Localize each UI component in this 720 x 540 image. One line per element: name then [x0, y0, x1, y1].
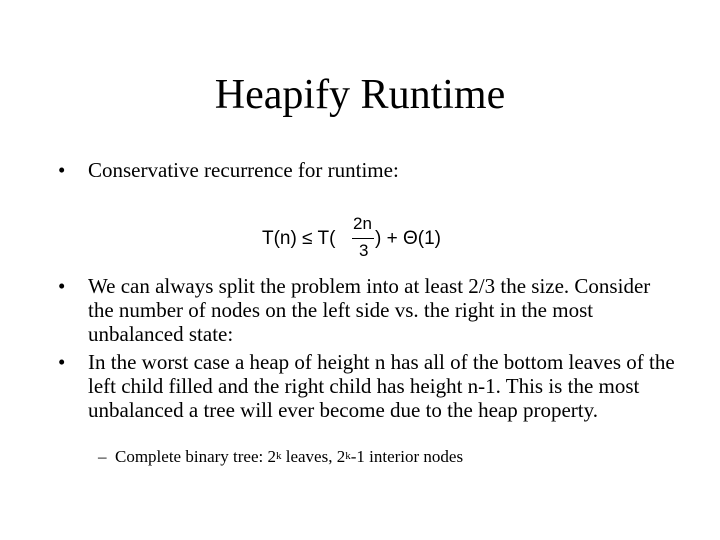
exponent: k [345, 450, 351, 462]
exponent: k [275, 450, 282, 462]
fraction-bar [352, 238, 374, 239]
bullet-text: We can always split the problem into at least 2/3 the size. Consider the number of nodes on the left side vs. the right in the most unbalanced state: [88, 274, 651, 346]
sub-bullet-complete-tree [98, 447, 463, 467]
formula-rhs: ) + Θ(1) [375, 228, 441, 249]
sub-bullet-marker: – [98, 447, 107, 466]
sub-bullet-part1: Complete binary tree: 2 [115, 447, 276, 466]
bullet-text: Conservative recurrence for runtime: [88, 158, 399, 182]
recurrence-formula [262, 214, 462, 264]
formula-lhs: T(n) ≤ T( [262, 228, 336, 249]
bullet-marker: • [58, 274, 66, 298]
sub-bullet-part2: leaves, 2 [281, 447, 346, 466]
bullet-marker: • [58, 158, 66, 182]
formula-denominator: 3 [359, 241, 369, 260]
slide-title: Heapify Runtime [214, 72, 506, 118]
sub-bullet-part3: -1 interior nodes [350, 447, 464, 466]
formula-numerator: 2n [353, 214, 372, 233]
bullet-text: In the worst case a heap of height n has all of the bottom leaves of the left child filled and the right child has height n-1. This is the most unbalanced a tree will ever become due to the heap property. [88, 350, 675, 422]
bullet-marker: • [58, 350, 66, 374]
